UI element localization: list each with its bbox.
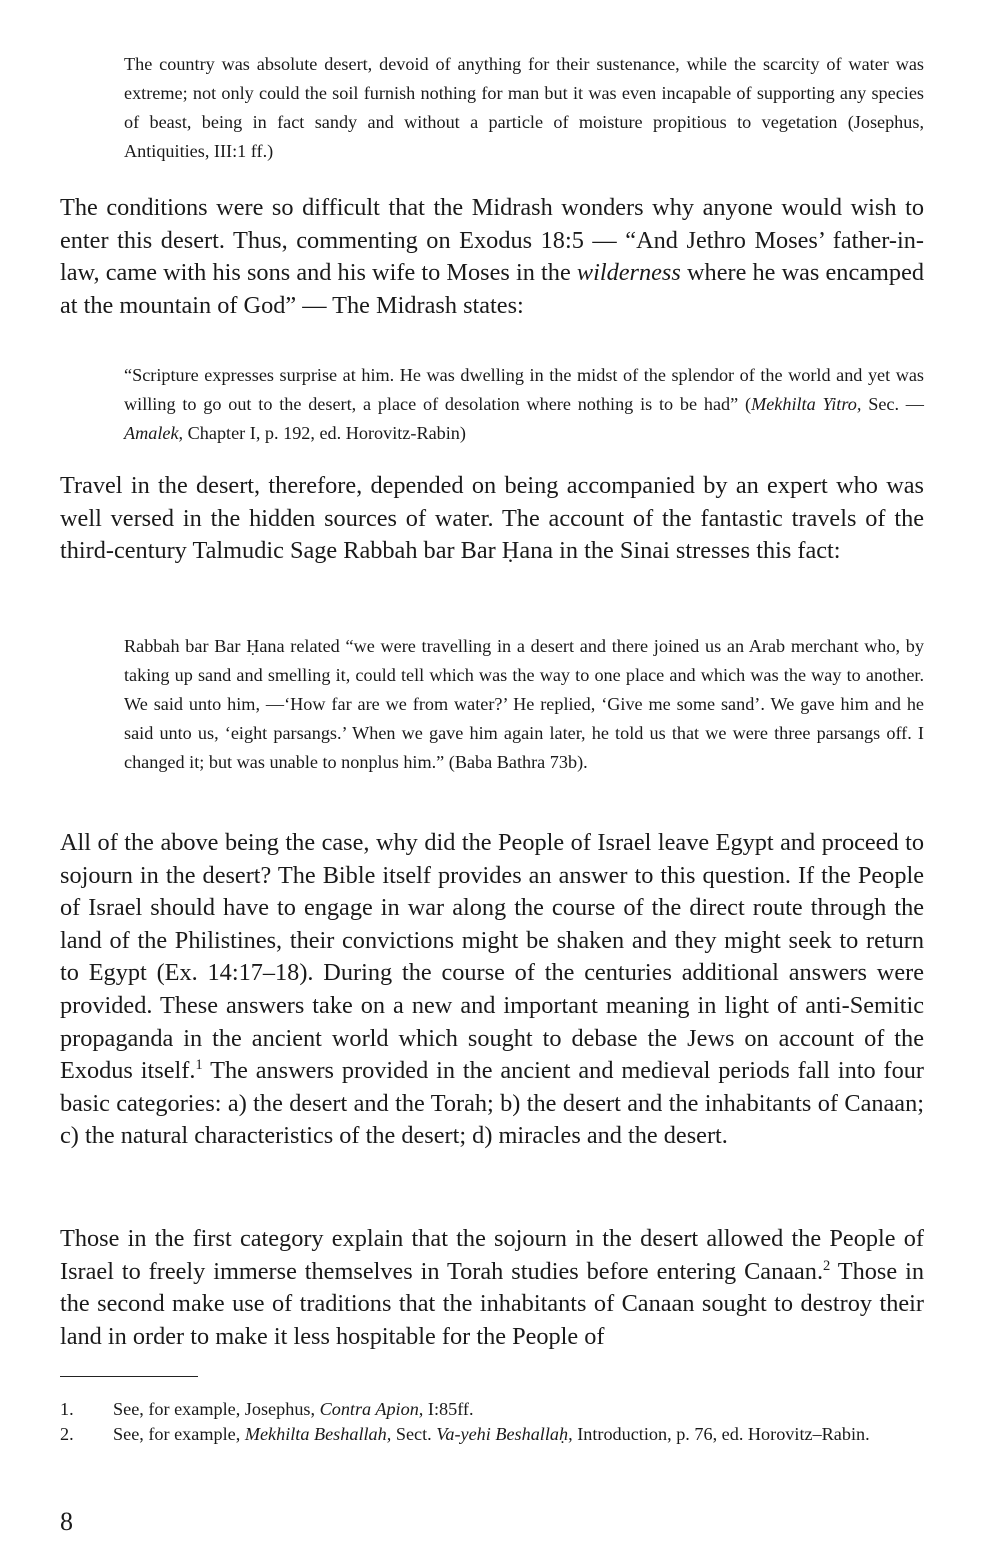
block-quote-mekhilta [124, 361, 924, 448]
paragraph-midrash [60, 192, 924, 322]
block-quote-josephus [124, 50, 924, 166]
quote-text: The country was absolute desert, devoid of anything for their sustenance, while the scarcity of water was extreme; not only could the soil furnish nothing for man but it was even incapable of supporting any species of beast, being in fact sandy and without a particle of moisture propitious to vegetation (Josephus, Antiquities, III:1 ff.) [124, 54, 924, 161]
paragraph-text: Those in the second make use of traditions that the inhabitants of Canaan sought to destroy their land in order to make it less hospitable for the People of [60, 1257, 924, 1350]
italic-citation: Amalek, [124, 423, 184, 443]
paragraph-text: The conditions were so difficult that the Midrash wonders why anyone would wish to enter this desert. Thus, commenting on Exodus 18:5 — “And Jethro Moses’ father-in-law, came with his sons and his wife to Moses in the [60, 194, 924, 287]
paragraph-text: The answers provided in the ancient and medieval periods fall into four basic categories: a) the desert and the Torah; b) the desert and the inhabitants of Canaan; c) the natural characteristics of the desert; d) miracles and the desert. [60, 1057, 924, 1150]
paragraph-text: Those in the first category explain that the sojourn in the desert allowed the People of Israel to freely immerse themselves in Torah studies before entering Canaan. [60, 1225, 924, 1285]
footnote-number: 2. [60, 1424, 74, 1444]
footnote-2 [60, 1420, 926, 1449]
paragraph-travel [60, 470, 924, 568]
quote-text: “Scripture expresses surprise at him. He was dwelling in the midst of the splendor of the world and yet was willing to go out to the desert, a place of desolation where nothing is to be had” ( [124, 365, 924, 414]
footnote-text: Sect. [391, 1424, 437, 1444]
footnote-number: 1. [60, 1399, 74, 1419]
italic-citation: Va-yehi Beshallaḥ, [436, 1424, 573, 1444]
quote-text: Sec. — [861, 394, 924, 414]
paragraph-text: Travel in the desert, therefore, depended on being accompanied by an expert who was well versed in the hidden sources of water. The account of the fantastic travels of the third-century Talmudic Sage Rabbah bar Bar Ḥana in the Sinai stresses this fact: [60, 472, 924, 565]
footnote-ref-2[interactable]: 2 [823, 1257, 831, 1274]
block-quote-rabbah [124, 632, 924, 777]
paragraph-first-category [60, 1223, 924, 1353]
footnote-text: See, for example, Josephus, [113, 1399, 320, 1419]
quote-text: Rabbah bar Bar Ḥana related “we were travelling in a desert and there joined us an Arab merchant who, by taking up sand and smelling it, could tell which was the way to one place and which was the way to another. We said unto him, —‘How far are we from water?’ He replied, ‘Give me some sand’. We gave him and he said unto us, ‘eight parsangs.’ When we gave him again later, he told us that we were three parsangs off. I changed it; but was unable to nonplus him.” (Baba Bathra 73b). [124, 636, 924, 772]
footnote-text: See, for example, [113, 1424, 245, 1444]
italic-term: wilderness [576, 259, 681, 287]
paragraph-text: All of the above being the case, why did the People of Israel leave Egypt and proceed to sojourn in the desert? The Bible itself provides an answer to this question. If the People of Israel should have to engage in war along the course of the direct route through the land of the Philistines, their convictions might be shaken and they might seek to return to Egypt (Ex. 14:17–18). During the course of the centuries additional answers were provided. These answers take on a new and important meaning in light of anti-Semitic propaganda in the ancient world which sought to debase the Jews on account of the Exodus itself. [60, 829, 924, 1085]
footnote-text: I:85ff. [423, 1399, 474, 1419]
quote-text: Chapter I, p. 192, ed. Horovitz-Rabin) [183, 423, 466, 443]
footnote-divider [60, 1376, 198, 1377]
paragraph-text: where he was encamped at the mountain of God” — The Midrash states: [60, 259, 925, 319]
italic-citation: Mekhilta Yitro, [751, 394, 862, 414]
page-number: 8 [60, 1507, 73, 1536]
footnote-text: Introduction, p. 76, ed. Horovitz–Rabin. [572, 1424, 870, 1444]
italic-citation: Mekhilta Beshallah, [244, 1424, 392, 1444]
italic-citation: Contra Apion, [319, 1399, 424, 1419]
footnote-ref-1[interactable]: 1 [195, 1057, 203, 1074]
paragraph-answers [60, 827, 924, 1153]
